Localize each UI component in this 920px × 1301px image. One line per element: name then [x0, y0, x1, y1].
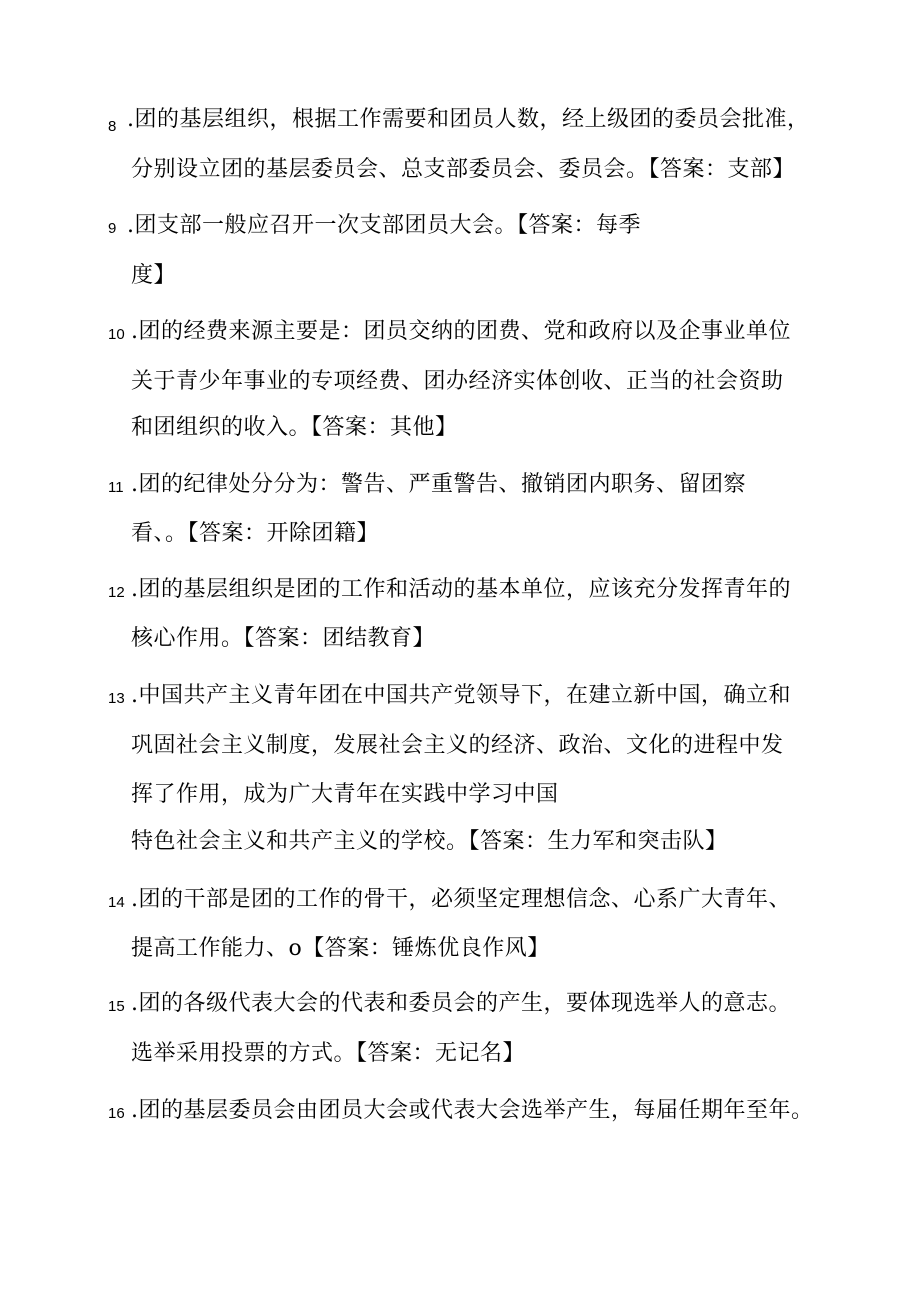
question-number: 8 [108, 118, 117, 135]
question-text-line: .中国共产主义青年团在中国共产党领导下，在建立新中国，确立和 [131, 683, 791, 708]
question-number: 15 [108, 998, 125, 1015]
question-text-line: .团的基层组织，根据工作需要和团员人数，经上级团的委员会批准， [127, 107, 810, 132]
question-text-line: 看、。【答案：开除团籍】 [131, 521, 380, 546]
question-number: 16 [108, 1105, 125, 1122]
question-text-line: 和团组织的收入。【答案：其他】 [131, 415, 458, 440]
question-text-line: 分别设立团的基层委员会、总支部委员会、委员会。【答案：支部】 [131, 157, 796, 182]
question-text-line: .团的各级代表大会的代表和委员会的产生，要体现选举人的意志。 [131, 991, 791, 1016]
question-text-line: 特色社会主义和共产主义的学校。【答案：生力军和突击队】 [131, 829, 728, 854]
question-text-line: .团支部一般应召开一次支部团员大会。【答案：每季 [127, 213, 641, 238]
question-text-line: 挥了作用，成为广大青年在实践中学习中国 [131, 782, 559, 807]
question-text-line: 选举采用投票的方式。【答案：无记名】 [131, 1041, 526, 1066]
question-text-line: .团的基层组织是团的工作和活动的基本单位，应该充分发挥青年的 [131, 577, 791, 602]
question-number: 9 [108, 220, 117, 237]
question-number: 10 [108, 326, 125, 343]
question-number: 12 [108, 584, 125, 601]
question-text-line: .团的基层委员会由团员大会或代表大会选举产生，每届任期年至年。 [131, 1098, 814, 1123]
question-text-line: 提高工作能力、o【答案：锤炼优良作风】 [131, 936, 550, 961]
question-text-line: 度】 [131, 263, 177, 288]
question-text-line: .团的纪律处分分为：警告、严重警告、撤销团内职务、留团察 [131, 472, 746, 497]
question-text-line: .团的经费来源主要是：团员交纳的团费、党和政府以及企事业单位 [131, 319, 791, 344]
question-text-line: .团的干部是团的工作的骨干，必须坚定理想信念、心系广大青年、 [131, 887, 791, 912]
question-number: 13 [108, 690, 125, 707]
question-number: 11 [108, 479, 124, 496]
question-text-line: 巩固社会主义制度，发展社会主义的经济、政治、文化的进程中发 [131, 733, 784, 758]
question-text-line: 核心作用。【答案：团结教育】 [131, 626, 436, 651]
question-text-line: 关于青少年事业的专项经费、团办经济实体创收、正当的社会资助 [131, 369, 784, 394]
question-number: 14 [108, 894, 125, 911]
